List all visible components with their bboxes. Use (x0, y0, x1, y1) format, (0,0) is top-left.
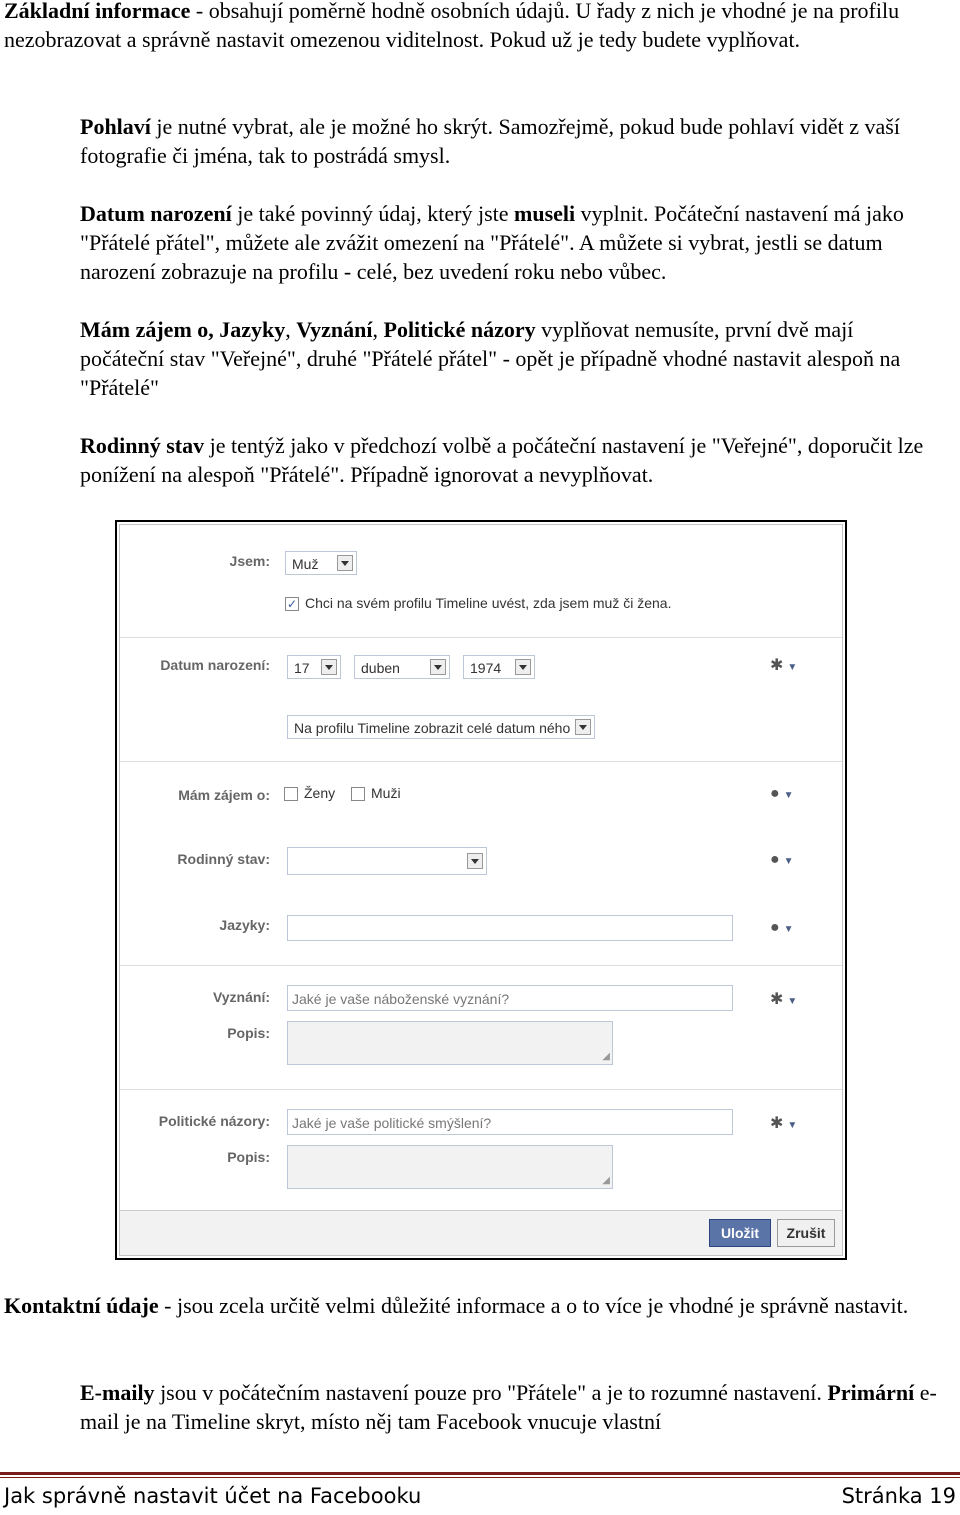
datum-privacy-button[interactable] (770, 655, 797, 675)
chevron-down-icon (321, 659, 337, 675)
zajem-text-3: vyplňovat nemusíte, první dvě mají počáteční stav "Veřejné", druhé "Přátelé přátel" - opět je případně vhodné nastavit alespoň na "Přátelé" (80, 317, 901, 400)
muzi-label: Muži (371, 785, 401, 801)
vyznani-privacy-button[interactable] (770, 989, 797, 1009)
datum-bold-2: museli (514, 201, 576, 226)
rodinny-text: je tentýž jako v předchozí volbě a počáteční nastavení je "Veřejné", doporučit lze ponížení na alespoň "Přátelé". Případně ignorovat a nevyplňovat. (80, 433, 924, 487)
intro-text: - obsahují poměrně hodně osobních údajů. U řady z nich je vhodné je na profilu nezobrazovat a správně nastavit omezenou viditelnost. Pokud už je tedy budete vyplňovat. (4, 0, 900, 52)
rodinny-paragraph (80, 431, 958, 489)
jsem-label: Jsem: (229, 553, 270, 569)
politicke-label: Politické názory: (158, 1113, 270, 1129)
divider (120, 965, 842, 966)
zajem-bold-1: Mám zájem o, Jazyky (80, 317, 286, 342)
day-value: 17 (294, 660, 310, 676)
divider (120, 637, 842, 638)
chevron-down-icon (467, 853, 483, 869)
gear-icon: ✱ (770, 657, 784, 674)
form-footer (120, 1210, 842, 1255)
jazyky-label: Jazyky: (219, 917, 270, 933)
datum-bold: Datum narození (80, 201, 232, 226)
intro-bold: Základní informace (4, 0, 191, 23)
kontakt-bold: Kontaktní údaje (4, 1293, 159, 1318)
muzi-checkbox[interactable] (351, 787, 365, 801)
facebook-form-screenshot (115, 520, 847, 1260)
vyznani-placeholder: Jaké je vaše náboženské vyznání? (292, 991, 510, 1007)
footer-rule-thin (0, 1477, 960, 1478)
emaily-bold: E-maily (80, 1380, 155, 1405)
vyznani-popis-textarea[interactable] (287, 1021, 613, 1065)
rodinny-select[interactable] (287, 847, 487, 875)
resize-grip-icon[interactable]: ◢ (602, 1051, 610, 1062)
caret-down-icon: ▼ (783, 790, 794, 801)
save-button[interactable]: Uložit (709, 1219, 771, 1247)
day-select[interactable] (287, 655, 341, 679)
resize-grip-icon[interactable]: ◢ (602, 1175, 610, 1186)
datum-text-2: vyplnit. Počáteční nastavení má jako "Přátelé přátel", můžete ale zvážit omezení na "Přátelé". A můžete si vybrat, jestli se datum narození zobrazuje na profilu - celé, bez uvedení roku nebo vůbec. (80, 201, 904, 284)
year-value: 1974 (470, 660, 502, 676)
vyznani-label: Vyznání: (212, 989, 270, 1005)
zajem-privacy-button[interactable] (770, 785, 794, 803)
datum-paragraph (80, 199, 958, 286)
politicke-placeholder: Jaké je vaše politické smýšlení? (292, 1115, 492, 1131)
month-select[interactable] (354, 655, 450, 679)
footer-title: Jak správně nastavit účet na Facebooku (4, 1484, 422, 1508)
timeline-gender-checkbox[interactable]: ✓ (286, 597, 298, 611)
popis-label: Popis: (227, 1025, 270, 1041)
gear-icon: ✱ (770, 991, 784, 1008)
politicke-popis-textarea[interactable] (287, 1145, 613, 1189)
divider (120, 761, 842, 762)
chevron-down-icon (430, 659, 446, 675)
caret-down-icon: ▼ (787, 1120, 798, 1131)
jsem-value: Muž (292, 556, 319, 572)
zajem-bold-2: Vyznání (296, 317, 373, 342)
rodinny-privacy-button[interactable] (770, 851, 794, 869)
caret-down-icon: ▼ (787, 996, 798, 1007)
datum-display-select[interactable] (287, 715, 595, 739)
form-panel (119, 524, 843, 1256)
divider (120, 1089, 842, 1090)
jazyky-input[interactable] (287, 915, 733, 941)
emaily-text-1: jsou v počátečním nastavení pouze pro "Přátele" a je to rozumné nastavení. (154, 1380, 828, 1405)
emaily-text-2: e-mail je na Timeline skryt, místo něj tam Facebook vnucuje vlastní (80, 1380, 937, 1434)
zajem-bold-3: Politické názory (383, 317, 536, 342)
zajem-text-1: , (285, 317, 297, 342)
popis2-label: Popis: (227, 1149, 270, 1165)
timeline-gender-label: Chci na svém profilu Timeline uvést, zda jsem muž či žena. (305, 595, 672, 611)
month-value: duben (361, 660, 400, 676)
pohlavi-text: je nutné vybrat, ale je možné ho skrýt. Samozřejmě, pokud bude pohlaví vidět z vaší fotografie či jména, tak to postrádá smysl. (80, 114, 900, 168)
globe-icon: ● (770, 919, 780, 936)
year-select[interactable] (463, 655, 535, 679)
globe-icon: ● (770, 851, 780, 868)
chevron-down-icon (575, 719, 591, 735)
globe-icon: ● (770, 785, 780, 802)
zeny-checkbox[interactable] (284, 787, 298, 801)
caret-down-icon: ▼ (783, 856, 794, 867)
kontakt-text: - jsou zcela určitě velmi důležité informace a o to více je vhodné je správně nastavit. (158, 1293, 909, 1318)
jazyky-privacy-button[interactable] (770, 919, 794, 937)
chevron-down-icon (337, 555, 353, 571)
politicke-input[interactable] (287, 1109, 733, 1135)
caret-down-icon: ▼ (783, 924, 794, 935)
footer-rule (0, 1472, 960, 1475)
zeny-label: Ženy (304, 785, 336, 801)
emaily-bold-2: Primární (827, 1380, 915, 1405)
emaily-paragraph (80, 1378, 958, 1436)
datum-text-1: je také povinný údaj, který jste (231, 201, 515, 226)
zajem-label: Mám zájem o: (178, 787, 270, 803)
rodinny-bold: Rodinný stav (80, 433, 205, 458)
cancel-button[interactable]: Zrušit (777, 1219, 835, 1247)
page-number: Stránka 19 (841, 1484, 956, 1508)
pohlavi-bold: Pohlaví (80, 114, 151, 139)
intro-paragraph (4, 0, 958, 54)
caret-down-icon: ▼ (787, 662, 798, 673)
politicke-privacy-button[interactable] (770, 1113, 797, 1133)
rodinny-label: Rodinný stav: (177, 851, 270, 867)
datum-label: Datum narození: (160, 657, 270, 673)
pohlavi-paragraph (80, 112, 958, 170)
chevron-down-icon (515, 659, 531, 675)
zajem-text-2: , (372, 317, 384, 342)
jsem-select[interactable] (285, 551, 357, 575)
gear-icon: ✱ (770, 1115, 784, 1132)
zajem-paragraph (80, 315, 940, 402)
vyznani-input[interactable] (287, 985, 733, 1011)
datum-display-value: Na profilu Timeline zobrazit celé datum ného (294, 720, 571, 736)
kontakt-paragraph (4, 1291, 958, 1320)
